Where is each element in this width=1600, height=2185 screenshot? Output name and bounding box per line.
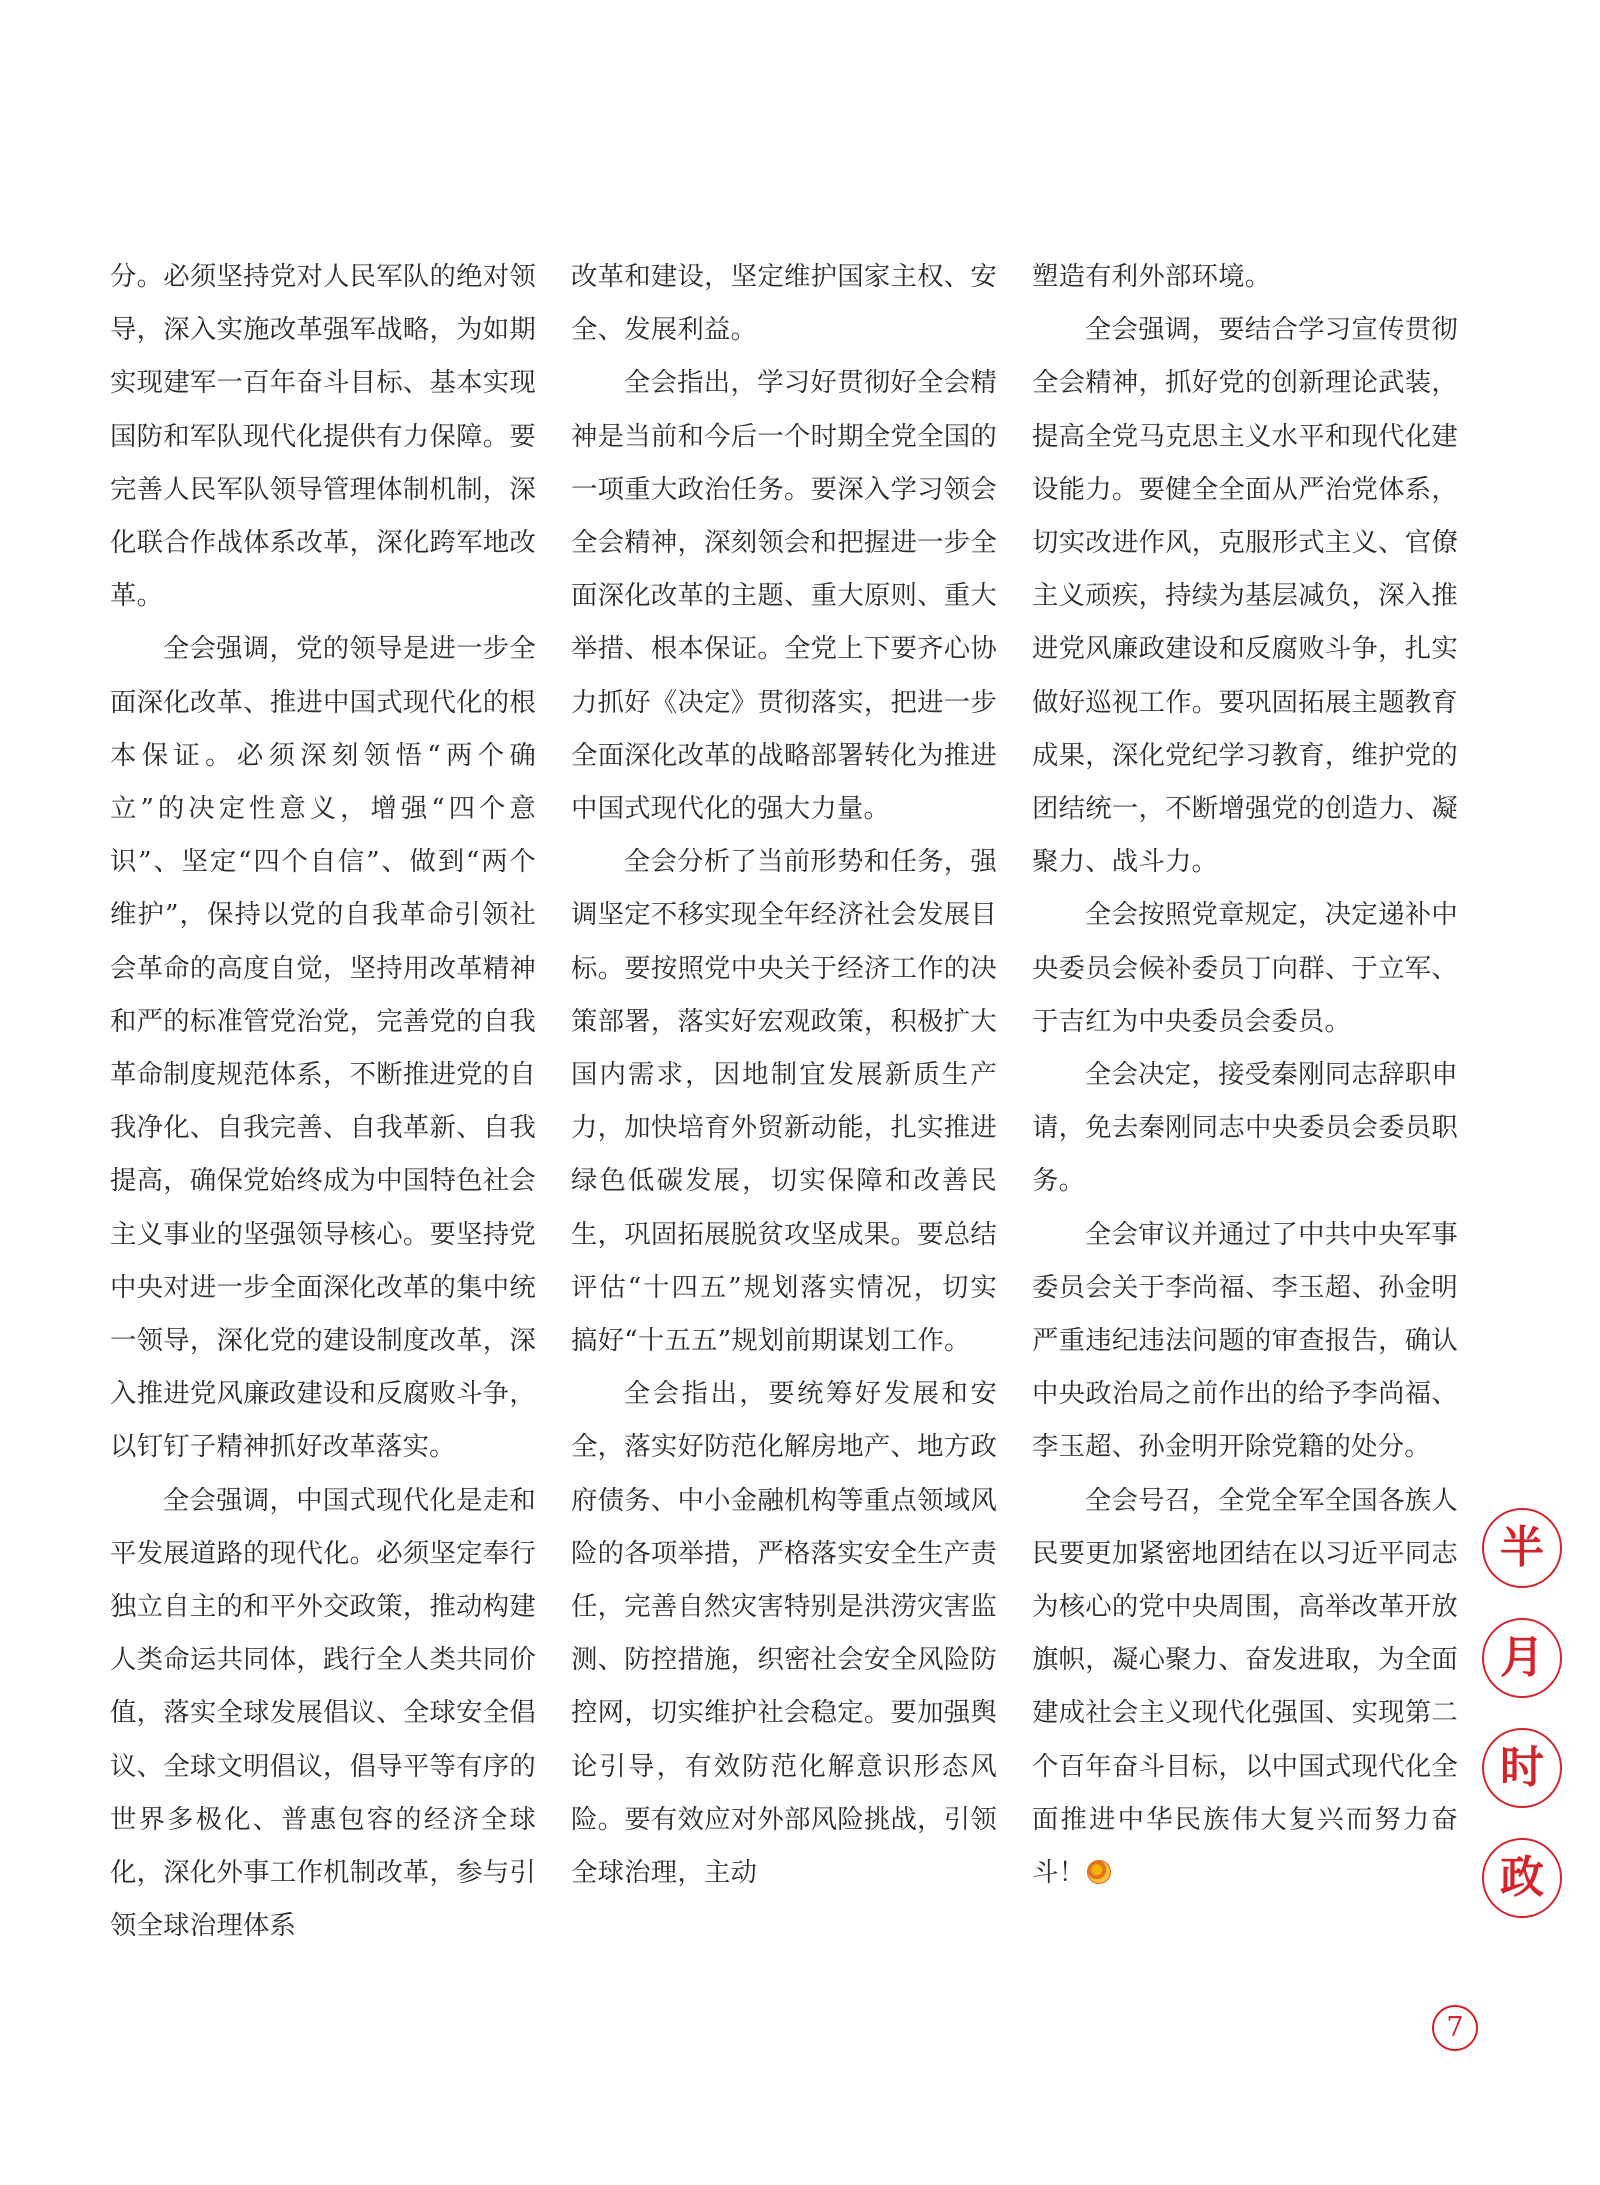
paragraph: 塑造有利外部环境。 <box>1032 261 1272 292</box>
paragraph: 全会审议并通过了中共中央军事委员会关于李尚福、李玉超、孙金明严重违纪违法问题的审查报告，确认中央政治局之前作出的给予李尚福、李玉超、孙金明开除党籍的处分。 <box>1032 1218 1458 1463</box>
last-paragraph <box>1032 1474 1458 1900</box>
page-number: 7 <box>1432 2005 1478 2051</box>
text-column-1 <box>110 250 536 1953</box>
section-badge <box>1482 1508 1572 1948</box>
end-mark-icon <box>1087 1860 1111 1884</box>
text-column-2 <box>571 250 997 1899</box>
section-badge-char: 半 <box>1482 1508 1562 1588</box>
paragraph: 分。必须坚持党对人民军队的绝对领导，深入实施改革强军战略，为如期实现建军一百年奋斗目标、基本实现国防和军队现代化提供有力保障。要完善人民军队领导管理体制机制，深化联合作战体系改革，深化跨军地改革。 <box>110 261 536 612</box>
paragraph: 全会强调，中国式现代化是走和平发展道路的现代化。必须坚定奉行独立自主的和平外交政策，推动构建人类命运共同体，践行全人类共同价值，落实全球发展倡议、全球安全倡议、全球文明倡议，倡导平等有序的世界多极化、普惠包容的经济全球化，深化外事工作机制改革，参与引领全球治理体系 <box>110 1484 536 1942</box>
paragraph: 全会决定，接受秦刚同志辞职申请，免去秦刚同志中央委员会委员职务。 <box>1032 1059 1458 1197</box>
paragraph: 改革和建设，坚定维护国家主权、安全、发展利益。 <box>571 261 997 346</box>
paragraph: 全会强调，党的领导是进一步全面深化改革、推进中国式现代化的根本保证。必须深刻领悟“两个确立”的决定性意义，增强“四个意识”、坚定“四个自信”、做到“两个维护”，保持以党的自我革命引领社会革命的高度自觉，坚持用改革精神和严的标准管党治党，完善党的自我革命制度规范体系，不断推进党的自我净化、自我完善、自我革新、自我提高，确保党始终成为中国特色社会主义事业的坚强领导核心。要坚持党中央对进一步全面深化改革的集中统一领导，深化党的建设制度改革，深入推进党风廉政建设和反腐败斗争，以钉钉子精神抓好改革落实。 <box>110 633 536 1463</box>
paragraph: 全会指出，学习好贯彻好全会精神是当前和今后一个时期全党全国的一项重大政治任务。要深入学习领会全会精神，深刻领会和把握进一步全面深化改革的主题、重大原则、重大举措、根本保证。全党上下要齐心协力抓好《决定》贯彻落实，把进一步全面深化改革的战略部署转化为推进中国式现代化的强大力量。 <box>571 367 997 825</box>
paragraph: 全会指出，要统筹好发展和安全，落实好防范化解房地产、地方政府债务、中小金融机构等重点领域风险的各项举措，严格落实安全生产责任，完善自然灾害特别是洪涝灾害监测、防控措施，织密社会安全风险防控网，切实维护社会稳定。要加强舆论引导，有效防范化解意识形态风险。要有效应对外部风险挑战，引领全球治理，主动 <box>571 1378 997 1889</box>
section-badge-char: 政 <box>1482 1838 1562 1918</box>
text-column-3 <box>1032 250 1458 1899</box>
paragraph: 全会强调，要结合学习宣传贯彻全会精神，抓好党的创新理论武装，提高全党马克思主义水平和现代化建设能力。要健全全面从严治党体系，切实改进作风，克服形式主义、官僚主义顽疾，持续为基层减负，深入推进党风廉政建设和反腐败斗争，扎实做好巡视工作。要巩固拓展主题教育成果，深化党纪学习教育，维护党的团结统一，不断增强党的创造力、凝聚力、战斗力。 <box>1032 314 1458 878</box>
last-paragraph-text: 全会号召，全党全军全国各族人民要更加紧密地团结在以习近平同志为核心的党中央周围，高举改革开放旗帜，凝心聚力、奋发进取，为全面建成社会主义现代化强国、实现第二个百年奋斗目标，以中国式现代化全面推进中华民族伟大复兴而努力奋斗！ <box>1032 1484 1458 1889</box>
section-badge-char: 月 <box>1482 1618 1562 1698</box>
paragraph: 全会按照党章规定，决定递补中央委员会候补委员丁向群、于立军、于吉红为中央委员会委员。 <box>1032 899 1458 1037</box>
paragraph: 全会分析了当前形势和任务，强调坚定不移实现全年经济社会发展目标。要按照党中央关于经济工作的决策部署，落实好宏观政策，积极扩大国内需求，因地制宜发展新质生产力，加快培育外贸新动能，扎实推进绿色低碳发展，切实保障和改善民生，巩固拓展脱贫攻坚成果。要总结评估“十四五”规划落实情况，切实搞好“十五五”规划前期谋划工作。 <box>571 846 997 1357</box>
section-badge-char: 时 <box>1482 1728 1562 1808</box>
